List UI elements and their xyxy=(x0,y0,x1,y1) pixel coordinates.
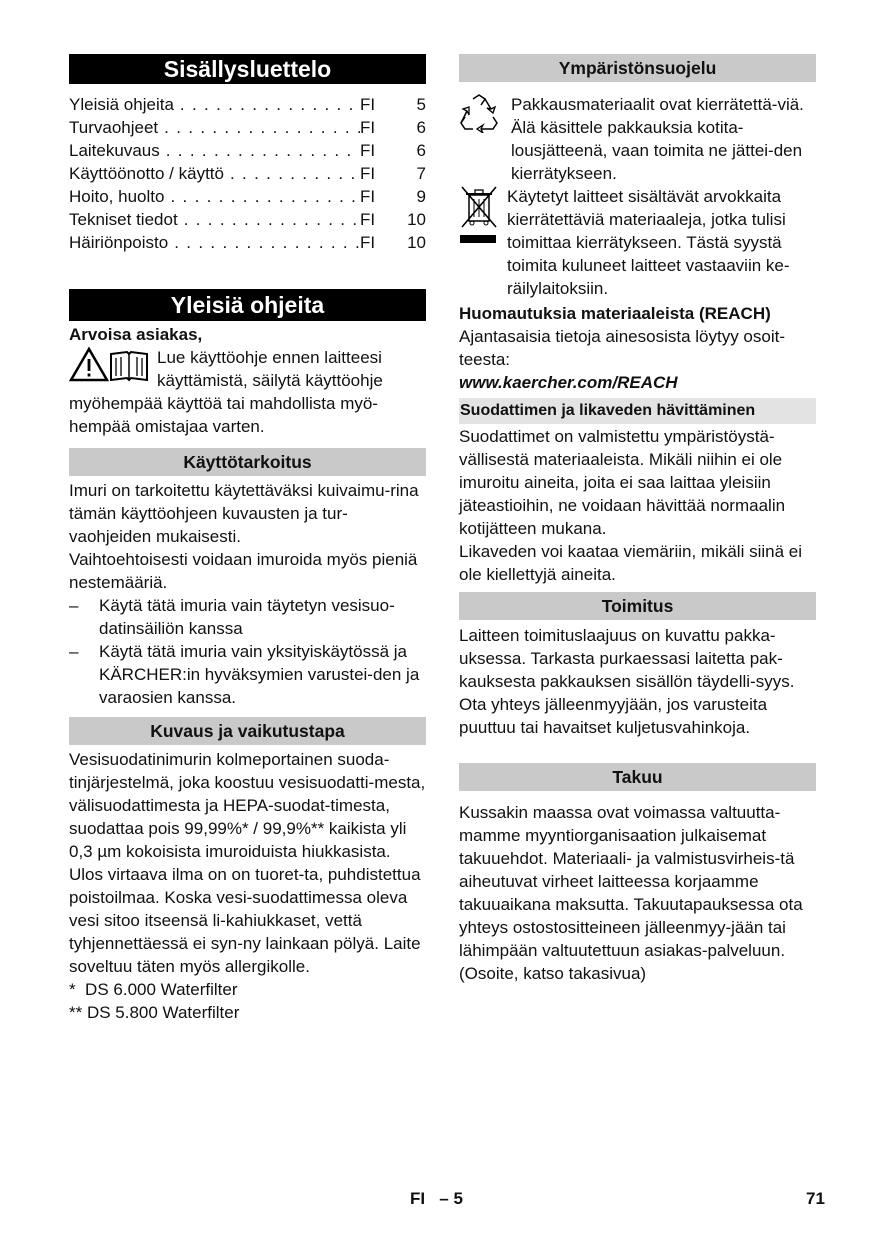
toc-entry[interactable] xyxy=(69,231,426,254)
disposal-text-1: Suodattimet on valmistettu ympäristöystä-vällisestä materiaaleista. Mikäli niihin ei ole imuroitu aineita, joita ei saa laittaa yleisiin jäteastioihin, ne voidaan hävittää normaalin kotijätteen mukana. xyxy=(459,427,786,538)
weee-block xyxy=(459,185,816,300)
greeting: Arvoisa asiakas, xyxy=(69,325,203,344)
toc-entry[interactable] xyxy=(69,162,426,185)
footnote-1: * DS 6.000 Waterfilter xyxy=(69,980,238,999)
toc-entry-label: Laitekuvaus . . . xyxy=(69,139,360,162)
toc-entry-lang: FI xyxy=(360,141,376,160)
disposal-text-2: Likaveden voi kaataa viemäriin, mikäli siinä ei ole kiellettyjä aineita. xyxy=(459,542,802,584)
intro-line-1: Lue käyttöohje ennen laitteesi xyxy=(157,348,382,367)
disposal-heading: Suodattimen ja likaveden hävittäminen xyxy=(459,398,816,424)
left-column xyxy=(69,54,426,1024)
toc-entry[interactable] xyxy=(69,185,426,208)
toc-entry-page: 10 xyxy=(407,233,426,252)
reach-link[interactable]: www.kaercher.com/REACH xyxy=(459,373,678,392)
toc-entry-label: Käyttöönotto / käyttö . . . xyxy=(69,162,360,185)
intro-line-2: käyttämistä, säilytä käyttöohje xyxy=(157,371,383,390)
purpose-text-1: Imuri on tarkoitettu käytettäväksi kuivaimu-rina tämän käyttöohjeen kuvausten ja tur-vaohjeiden mukaisesti. xyxy=(69,481,419,546)
footer-page-number: 71 xyxy=(806,1189,825,1208)
toc-entry-label: Häiriönpoisto . . . xyxy=(69,231,360,254)
toc-heading: Sisällysluettelo xyxy=(69,54,426,84)
description-heading: Kuvaus ja vaikutustapa xyxy=(69,717,426,745)
toc-entry[interactable] xyxy=(69,116,426,139)
warranty-text-2: (Osoite, katso takasivua) xyxy=(459,964,647,983)
footnote-2: ** DS 5.800 Waterfilter xyxy=(69,1003,240,1022)
description-text: Vesisuodatinimurin kolmeportainen suoda-tinjärjestelmä, joka koostuu vesisuodatti-mesta, välisuodattimesta ja HEPA-suodat-timesta, suodattaa pois 99,99%* / 99,9%** kaikista yli 0,3 µm kokoisista imuroiduista hiukkasista. Ulos virtaava ilma on on tuoret-ta, puhdistettua poistoilmaa. Koska vesi-suodattimessa oleva vesi sitoo itseensä li-kahiukkaset, vettä tyhjennettäessä ei syn-ny lainkaan pölyä. Laite soveltuu täten myös allergikolle. xyxy=(69,750,426,976)
toc-entry-label: Turvaohjeet . . . xyxy=(69,116,360,139)
intro-text: myöhempää käyttöä tai mahdollista myö-hempää omistajaa varten. xyxy=(69,394,378,436)
delivery-text-2: Ota yhteys jälleenmyyjään, jos varusteita puuttuu tai havaitset kuljetusvahinkoja. xyxy=(459,695,768,737)
reach-text: Ajantasaisia tietoja ainesosista löytyy osoit-teesta: xyxy=(459,327,785,369)
recycle-text: Pakkausmateriaalit ovat kierrätettä-viä. Älä käsittele pakkauksia kotita-lousjätteenä, vaan toimita ne jättei-den kierrätykseen. xyxy=(511,95,804,183)
toc-entry-lang: FI xyxy=(360,233,376,252)
right-column xyxy=(459,54,816,985)
intro-warning xyxy=(69,346,426,392)
warranty-heading: Takuu xyxy=(459,763,816,791)
purpose-list-item: – Käytä tätä imuria vain yksityiskäytössä ja KÄRCHER:in hyväksymien varustei-den ja varaosien kanssa. xyxy=(69,642,420,707)
recycle-block xyxy=(459,93,816,185)
toc-entry[interactable] xyxy=(69,139,426,162)
warranty-text-1: Kussakin maassa ovat voimassa valtuutta-mamme myyntiorganisaation julkaisemat takuuehdot. Materiaali- ja valmistusvirheis-tä aiheutuvat virheet laitteessa korjaamme takuuaikana maksutta. Takuutapauksessa ota yhteys ostostositteineen jälleenmyy-jään tai lähimpään valtuutettuun asiakas-palveluun. xyxy=(459,803,803,960)
general-heading: Yleisiä ohjeita xyxy=(69,289,426,321)
delivery-text-1: Laitteen toimituslaajuus on kuvattu pakka-uksessa. Tarkasta purkaessasi laitetta pak-kauksesta pakkauksen sisällön täydelli-syys. xyxy=(459,626,795,691)
toc-list xyxy=(69,93,426,254)
toc-entry-page: 10 xyxy=(407,210,426,229)
toc-entry-page: 9 xyxy=(416,187,426,206)
toc-entry-label: Yleisiä ohjeita . . . xyxy=(69,93,360,116)
footer-lang-page: FI – 5 xyxy=(410,1189,463,1208)
toc-entry-lang: FI xyxy=(360,210,376,229)
recycle-icon xyxy=(459,93,499,133)
crossed-bin-icon xyxy=(459,185,499,247)
toc-entry-lang: FI xyxy=(360,95,376,114)
toc-entry-label: Tekniset tiedot . . . xyxy=(69,208,360,231)
toc-entry-page: 6 xyxy=(416,118,426,137)
purpose-list-item: – Käytä tätä imuria vain täytetyn vesisuo-datinsäiliön kanssa xyxy=(69,596,395,638)
warning-read-manual-icon xyxy=(69,346,153,386)
toc-entry-lang: FI xyxy=(360,118,376,137)
toc-entry-page: 7 xyxy=(416,164,426,183)
toc-entry-page: 6 xyxy=(416,141,426,160)
toc-entry-page: 5 xyxy=(416,95,426,114)
environment-heading: Ympäristönsuojelu xyxy=(459,54,816,82)
purpose-text-2: Vaihtoehtoisesti voidaan imuroida myös pieniä nestemääriä. xyxy=(69,550,418,592)
weee-text: Käytetyt laitteet sisältävät arvokkaita kierrätettäviä materiaaleja, jotka tulisi toimittaa kierrätykseen. Tästä syystä toimita kuluneet laitteet vastaaviin ke-räilylaitoksiin. xyxy=(507,187,790,298)
delivery-heading: Toimitus xyxy=(459,592,816,620)
toc-entry-lang: FI xyxy=(360,164,376,183)
purpose-heading: Käyttötarkoitus xyxy=(69,448,426,476)
toc-entry[interactable] xyxy=(69,208,426,231)
toc-entry-lang: FI xyxy=(360,187,376,206)
reach-title: Huomautuksia materiaaleista (REACH) xyxy=(459,304,771,323)
toc-entry[interactable] xyxy=(69,93,426,116)
toc-entry-label: Hoito, huolto . . . xyxy=(69,185,360,208)
